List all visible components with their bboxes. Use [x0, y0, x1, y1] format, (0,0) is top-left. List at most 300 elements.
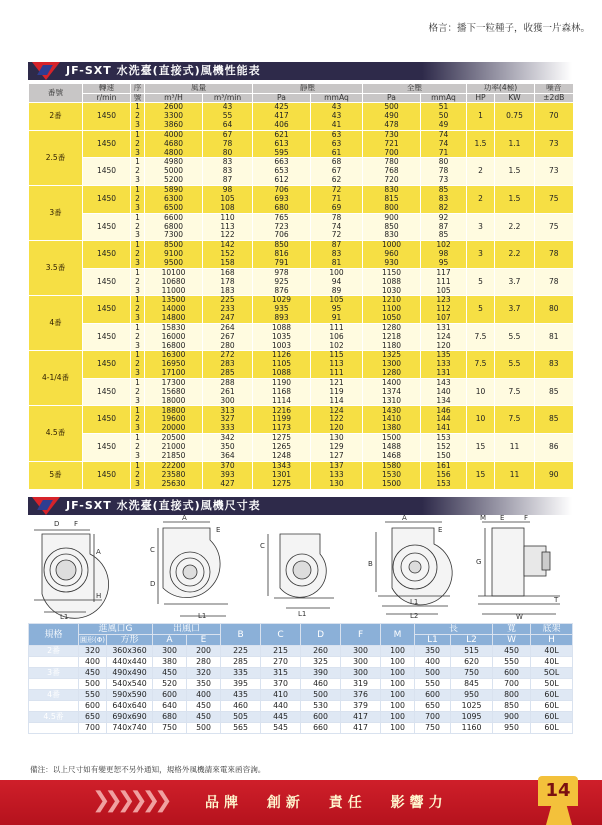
dim-spec-cell: 5番	[29, 723, 79, 734]
dim-value-cell: 900	[493, 712, 531, 723]
perf-value-cell: 15830	[145, 323, 203, 332]
performance-table-title: JF-SXT 水洗臺(直接式)風機性能表	[66, 64, 261, 77]
dim-value-cell: 620	[451, 657, 493, 668]
dim-label-t: T	[554, 596, 559, 604]
fan-motor-side-drawing	[478, 522, 560, 614]
perf-value-cell: 10100	[145, 268, 203, 277]
perf-model-cell: 3.5番	[29, 241, 83, 296]
perf-db-cell: 85	[535, 378, 573, 406]
perf-value-cell: 68	[311, 158, 363, 167]
perf-value-cell: 780	[363, 158, 421, 167]
perf-value-cell: 43	[203, 103, 253, 112]
perf-value-cell: 140	[421, 388, 467, 397]
dim-value-cell: 950	[451, 690, 493, 701]
perf-row	[29, 130, 573, 139]
perf-value-cell: 1105	[253, 360, 311, 369]
perf-value-cell: 74	[421, 140, 467, 149]
perf-value-cell: 333	[203, 424, 253, 433]
dim-value-cell: 100	[381, 679, 415, 690]
performance-table	[28, 84, 573, 489]
perf-value-cell: 72	[311, 185, 363, 194]
perf-hp-cell: 15	[467, 434, 495, 462]
perf-value-cell: 135	[421, 351, 467, 360]
perf-value-cell: 1400	[363, 378, 421, 387]
perf-row	[29, 185, 573, 194]
perf-value-cell: 613	[253, 140, 311, 149]
dim-header-l2: L2	[451, 635, 493, 646]
perf-value-cell: 95	[311, 305, 363, 314]
dim-spec-cell: 3.5番	[29, 679, 79, 690]
perf-value-cell: 130	[311, 479, 363, 488]
perf-hp-cell: 3	[467, 213, 495, 241]
perf-db-cell: 83	[535, 351, 573, 379]
header-seq-2: 號	[131, 93, 145, 103]
perf-value-cell: 63	[311, 130, 363, 139]
dim-header-width: 寬	[493, 624, 531, 635]
perf-rpm-cell: 1450	[83, 461, 131, 489]
perf-value-cell: 102	[421, 241, 467, 250]
dim-value-cell: 100	[381, 723, 415, 734]
perf-value-cell: 122	[311, 415, 363, 424]
dim-header-c: C	[261, 624, 301, 646]
dim-value-cell: 100	[381, 657, 415, 668]
dim-value-cell: 530	[301, 701, 341, 712]
dim-row	[29, 723, 573, 734]
perf-value-cell: 111	[311, 369, 363, 378]
perf-value-cell: 22200	[145, 461, 203, 470]
perf-value-cell: 150	[421, 452, 467, 461]
perf-kw-cell: 7.5	[495, 378, 535, 406]
perf-value-cell: 4680	[145, 140, 203, 149]
perf-value-cell: 1580	[363, 461, 421, 470]
perf-value-cell: 500	[363, 103, 421, 112]
perf-value-cell: 706	[253, 185, 311, 194]
perf-value-cell: 2	[131, 167, 145, 176]
perf-db-cell: 81	[535, 323, 573, 351]
perf-model-cell: 4-1/4番	[29, 351, 83, 406]
dim-value-cell: 690x690	[107, 712, 153, 723]
dim-value-cell: 950	[493, 723, 531, 734]
perf-value-cell: 3	[131, 314, 145, 323]
perf-value-cell: 1500	[363, 434, 421, 443]
dim-value-cell: 600	[415, 690, 451, 701]
perf-hp-cell: 5	[467, 296, 495, 324]
dim-label-c-3: C	[260, 542, 265, 550]
perf-value-cell: 1	[131, 434, 145, 443]
perf-value-cell: 168	[203, 268, 253, 277]
perf-value-cell: 2	[131, 222, 145, 231]
perf-value-cell: 768	[363, 167, 421, 176]
perf-db-cell: 90	[535, 461, 573, 489]
perf-value-cell: 5000	[145, 167, 203, 176]
dimension-table	[28, 623, 573, 734]
dim-spec-cell: 4-1/4番	[29, 701, 79, 712]
unit-total-mmaq: mmAq	[421, 93, 467, 103]
perf-value-cell: 20000	[145, 424, 203, 433]
perf-value-cell: 1	[131, 103, 145, 112]
perf-value-cell: 960	[363, 250, 421, 259]
perf-value-cell: 19600	[145, 415, 203, 424]
perf-value-cell: 1029	[253, 296, 311, 305]
perf-value-cell: 1210	[363, 296, 421, 305]
dim-value-cell: 200	[187, 646, 221, 657]
perf-value-cell: 120	[421, 342, 467, 351]
perf-value-cell: 21850	[145, 452, 203, 461]
perf-value-cell: 83	[203, 158, 253, 167]
perf-value-cell: 800	[363, 204, 421, 213]
perf-kw-cell: 3.7	[495, 268, 535, 296]
dim-value-cell: 700	[79, 723, 107, 734]
perf-value-cell: 1000	[363, 241, 421, 250]
perf-rpm-cell: 1450	[83, 241, 131, 269]
perf-value-cell: 9500	[145, 259, 203, 268]
perf-value-cell: 3	[131, 479, 145, 488]
dim-value-cell: 650	[415, 701, 451, 712]
dim-value-cell: 640x640	[107, 701, 153, 712]
perf-value-cell: 131	[421, 323, 467, 332]
perf-value-cell: 73	[421, 176, 467, 185]
dim-label-w: W	[516, 613, 523, 620]
dim-value-cell: 350	[187, 679, 221, 690]
perf-value-cell: 110	[203, 213, 253, 222]
perf-db-cell: 80	[535, 296, 573, 324]
perf-value-cell: 158	[203, 259, 253, 268]
dim-value-cell: 300	[153, 646, 187, 657]
dim-value-cell: 325	[301, 657, 341, 668]
perf-value-cell: 144	[421, 415, 467, 424]
dim-value-cell: 650	[79, 712, 107, 723]
perf-value-cell: 1180	[363, 342, 421, 351]
dim-value-cell: 300	[341, 668, 381, 679]
perf-value-cell: 8500	[145, 241, 203, 250]
perf-value-cell: 830	[363, 231, 421, 240]
perf-value-cell: 1380	[363, 424, 421, 433]
perf-value-cell: 131	[421, 369, 467, 378]
dim-label-e-4: E	[438, 526, 443, 534]
perf-value-cell: 935	[253, 305, 311, 314]
dim-row	[29, 712, 573, 723]
perf-value-cell: 3	[131, 287, 145, 296]
perf-value-cell: 111	[311, 323, 363, 332]
header-seq: 序	[131, 84, 145, 93]
perf-value-cell: 129	[311, 443, 363, 452]
dim-value-cell: 300	[341, 657, 381, 668]
perf-row	[29, 406, 573, 415]
perf-value-cell: 80	[421, 158, 467, 167]
perf-value-cell: 1199	[253, 415, 311, 424]
perf-value-cell: 127	[311, 452, 363, 461]
perf-value-cell: 1488	[363, 443, 421, 452]
perf-value-cell: 364	[203, 452, 253, 461]
dim-label-h-1: H	[96, 592, 102, 600]
header-static-pressure: 靜壓	[253, 84, 363, 93]
perf-hp-cell: 7.5	[467, 351, 495, 379]
perf-value-cell: 3	[131, 121, 145, 130]
dim-value-cell: 350	[415, 646, 451, 657]
perf-kw-cell: 11	[495, 434, 535, 462]
perf-hp-cell: 2	[467, 185, 495, 213]
perf-value-cell: 663	[253, 158, 311, 167]
perf-rpm-cell: 1450	[83, 434, 131, 462]
dim-value-cell: 445	[261, 712, 301, 723]
perf-db-cell: 75	[535, 213, 573, 241]
perf-hp-cell: 2	[467, 158, 495, 186]
dim-value-cell: 100	[381, 646, 415, 657]
perf-value-cell: 113	[203, 222, 253, 231]
dim-label-m: M	[480, 514, 487, 522]
perf-hp-cell: 15	[467, 461, 495, 489]
dim-value-cell: 565	[221, 723, 261, 734]
perf-hp-cell: 5	[467, 268, 495, 296]
unit-db: ±2dB	[535, 93, 573, 103]
fan-dimension-drawings	[30, 512, 570, 620]
perf-value-cell: 130	[311, 434, 363, 443]
dim-value-cell: 60L	[531, 690, 573, 701]
perf-value-cell: 14000	[145, 305, 203, 314]
perf-value-cell: 3	[131, 424, 145, 433]
perf-value-cell: 85	[421, 231, 467, 240]
perf-value-cell: 693	[253, 195, 311, 204]
perf-value-cell: 100	[311, 268, 363, 277]
perf-value-cell: 1088	[253, 369, 311, 378]
perf-value-cell: 2600	[145, 103, 203, 112]
dim-value-cell: 500	[301, 690, 341, 701]
perf-value-cell: 71	[421, 149, 467, 158]
dim-label-l2: L2	[410, 612, 419, 620]
dim-value-cell: 460	[301, 679, 341, 690]
perf-value-cell: 156	[421, 470, 467, 479]
perf-value-cell: 3	[131, 397, 145, 406]
perf-kw-cell: 3.7	[495, 296, 535, 324]
perf-value-cell: 161	[421, 461, 467, 470]
perf-value-cell: 1088	[253, 323, 311, 332]
perf-rpm-cell: 1450	[83, 158, 131, 186]
perf-value-cell: 2	[131, 443, 145, 452]
perf-rpm-cell: 1450	[83, 296, 131, 324]
perf-value-cell: 765	[253, 213, 311, 222]
perf-kw-cell: 7.5	[495, 406, 535, 434]
perf-value-cell: 406	[253, 121, 311, 130]
perf-value-cell: 61	[311, 149, 363, 158]
dim-spec-cell: 4番	[29, 690, 79, 701]
perf-rpm-cell: 1450	[83, 378, 131, 406]
perf-value-cell: 1430	[363, 406, 421, 415]
unit-rpm: r/min	[83, 93, 131, 103]
unit-kw: KW	[495, 93, 535, 103]
perf-value-cell: 72	[311, 231, 363, 240]
perf-value-cell: 393	[203, 470, 253, 479]
perf-model-cell: 3番	[29, 185, 83, 240]
dim-label-d: D	[54, 520, 60, 528]
perf-value-cell: 2	[131, 415, 145, 424]
perf-value-cell: 978	[253, 268, 311, 277]
perf-value-cell: 350	[203, 443, 253, 452]
perf-value-cell: 2	[131, 388, 145, 397]
perf-value-cell: 105	[421, 287, 467, 296]
perf-value-cell: 6800	[145, 222, 203, 231]
dim-label-e-5: E	[500, 514, 505, 522]
dim-label-c: C	[150, 546, 155, 554]
perf-value-cell: 74	[421, 130, 467, 139]
dim-value-cell: 100	[381, 690, 415, 701]
perf-value-cell: 143	[421, 378, 467, 387]
perf-value-cell: 74	[311, 222, 363, 231]
perf-value-cell: 3	[131, 259, 145, 268]
perf-value-cell: 67	[311, 167, 363, 176]
perf-model-cell: 4.5番	[29, 406, 83, 461]
perf-row	[29, 268, 573, 277]
dim-label-e: E	[216, 526, 221, 534]
dim-value-cell: 550	[493, 657, 531, 668]
perf-value-cell: 1190	[253, 378, 311, 387]
perf-value-cell: 425	[253, 103, 311, 112]
perf-value-cell: 612	[253, 176, 311, 185]
dim-value-cell: 450	[493, 646, 531, 657]
perf-db-cell: 78	[535, 241, 573, 269]
perf-value-cell: 11000	[145, 287, 203, 296]
perf-value-cell: 13500	[145, 296, 203, 305]
dim-value-cell: 320	[187, 668, 221, 679]
perf-hp-cell: 1.5	[467, 130, 495, 158]
perf-value-cell: 272	[203, 351, 253, 360]
dim-value-cell: 550	[79, 690, 107, 701]
dim-label-g: G	[476, 558, 482, 566]
dimension-table-body	[29, 646, 573, 734]
perf-db-cell: 75	[535, 185, 573, 213]
footer-slogan: 品牌 創新 責任 影響力	[205, 795, 448, 811]
perf-value-cell: 153	[421, 479, 467, 488]
perf-row	[29, 323, 573, 332]
perf-value-cell: 16800	[145, 342, 203, 351]
perf-value-cell: 313	[203, 406, 253, 415]
unit-static-pa: Pa	[253, 93, 311, 103]
dim-value-cell: 370	[261, 679, 301, 690]
dim-value-cell: 60L	[531, 723, 573, 734]
perf-value-cell: 2	[131, 195, 145, 204]
perf-kw-cell: 1.5	[495, 158, 535, 186]
dim-value-cell: 400	[415, 657, 451, 668]
perf-value-cell: 283	[203, 360, 253, 369]
perf-value-cell: 50	[421, 112, 467, 121]
perf-db-cell: 86	[535, 434, 573, 462]
perf-value-cell: 1301	[253, 470, 311, 479]
perf-value-cell: 1	[131, 241, 145, 250]
perf-value-cell: 83	[311, 250, 363, 259]
perf-value-cell: 80	[203, 149, 253, 158]
dim-value-cell: 260	[301, 646, 341, 657]
fan-outlet-view-drawing	[268, 534, 334, 608]
unit-m3h: m³/H	[145, 93, 203, 103]
perf-value-cell: 280	[203, 342, 253, 351]
perf-value-cell: 78	[203, 140, 253, 149]
perf-value-cell: 81	[311, 259, 363, 268]
perf-value-cell: 64	[203, 121, 253, 130]
perf-value-cell: 4800	[145, 149, 203, 158]
dim-label-b: B	[368, 560, 373, 568]
perf-value-cell: 120	[311, 424, 363, 433]
perf-value-cell: 876	[253, 287, 311, 296]
dim-value-cell: 600	[153, 690, 187, 701]
dim-value-cell: 400	[187, 690, 221, 701]
perf-row	[29, 213, 573, 222]
dim-value-cell: 335	[221, 668, 261, 679]
perf-kw-cell: 2.2	[495, 213, 535, 241]
perf-value-cell: 18800	[145, 406, 203, 415]
dim-header-square: 方形	[107, 635, 153, 646]
footnote: 備注：以上尺寸如有變更恕不另外通知，規格外風機請來電來函咨詢。	[30, 765, 266, 774]
fan-side-view-drawing	[158, 522, 228, 616]
unit-static-mmaq: mmAq	[311, 93, 363, 103]
perf-value-cell: 261	[203, 388, 253, 397]
perf-value-cell: 850	[363, 222, 421, 231]
dim-label-l1-1: L1	[60, 613, 69, 620]
perf-value-cell: 730	[363, 130, 421, 139]
header-model: 番號	[29, 84, 83, 103]
dim-value-cell: 540x540	[107, 679, 153, 690]
unit-hp: HP	[467, 93, 495, 103]
perf-value-cell: 94	[311, 277, 363, 286]
perf-hp-cell: 3	[467, 241, 495, 269]
perf-value-cell: 815	[363, 195, 421, 204]
perf-value-cell: 16300	[145, 351, 203, 360]
perf-value-cell: 111	[421, 277, 467, 286]
perf-value-cell: 225	[203, 296, 253, 305]
perf-value-cell: 119	[311, 388, 363, 397]
dim-header-f: F	[341, 624, 381, 646]
dim-value-cell: 400	[79, 657, 107, 668]
dim-value-cell: 590x590	[107, 690, 153, 701]
header-noise: 噪音	[535, 84, 573, 93]
perf-value-cell: 427	[203, 479, 253, 488]
perf-value-cell: 3	[131, 452, 145, 461]
perf-value-cell: 113	[311, 360, 363, 369]
perf-value-cell: 1100	[363, 305, 421, 314]
perf-value-cell: 342	[203, 434, 253, 443]
dim-row	[29, 668, 573, 679]
perf-value-cell: 41	[311, 121, 363, 130]
perf-value-cell: 121	[311, 378, 363, 387]
perf-value-cell: 1173	[253, 424, 311, 433]
perf-value-cell: 142	[203, 241, 253, 250]
dim-value-cell: 417	[341, 712, 381, 723]
perf-value-cell: 721	[363, 140, 421, 149]
perf-value-cell: 63	[311, 140, 363, 149]
dim-value-cell: 360x360	[107, 646, 153, 657]
perf-value-cell: 137	[311, 461, 363, 470]
perf-value-cell: 123	[421, 296, 467, 305]
perf-value-cell: 6600	[145, 213, 203, 222]
perf-value-cell: 1	[131, 351, 145, 360]
perf-value-cell: 3860	[145, 121, 203, 130]
perf-value-cell: 1275	[253, 479, 311, 488]
dim-header-m: M	[381, 624, 415, 646]
perf-row	[29, 296, 573, 305]
perf-value-cell: 925	[253, 277, 311, 286]
perf-value-cell: 490	[363, 112, 421, 121]
dim-value-cell: 500	[187, 723, 221, 734]
perf-value-cell: 1114	[253, 397, 311, 406]
dim-value-cell: 500	[79, 679, 107, 690]
dim-value-cell: 100	[381, 668, 415, 679]
perf-value-cell: 1280	[363, 323, 421, 332]
perf-value-cell: 14800	[145, 314, 203, 323]
perf-value-cell: 16000	[145, 332, 203, 341]
perf-hp-cell: 10	[467, 378, 495, 406]
perf-db-cell: 78	[535, 268, 573, 296]
dim-value-cell: 60L	[531, 712, 573, 723]
dim-value-cell: 850	[493, 701, 531, 712]
perf-value-cell: 791	[253, 259, 311, 268]
